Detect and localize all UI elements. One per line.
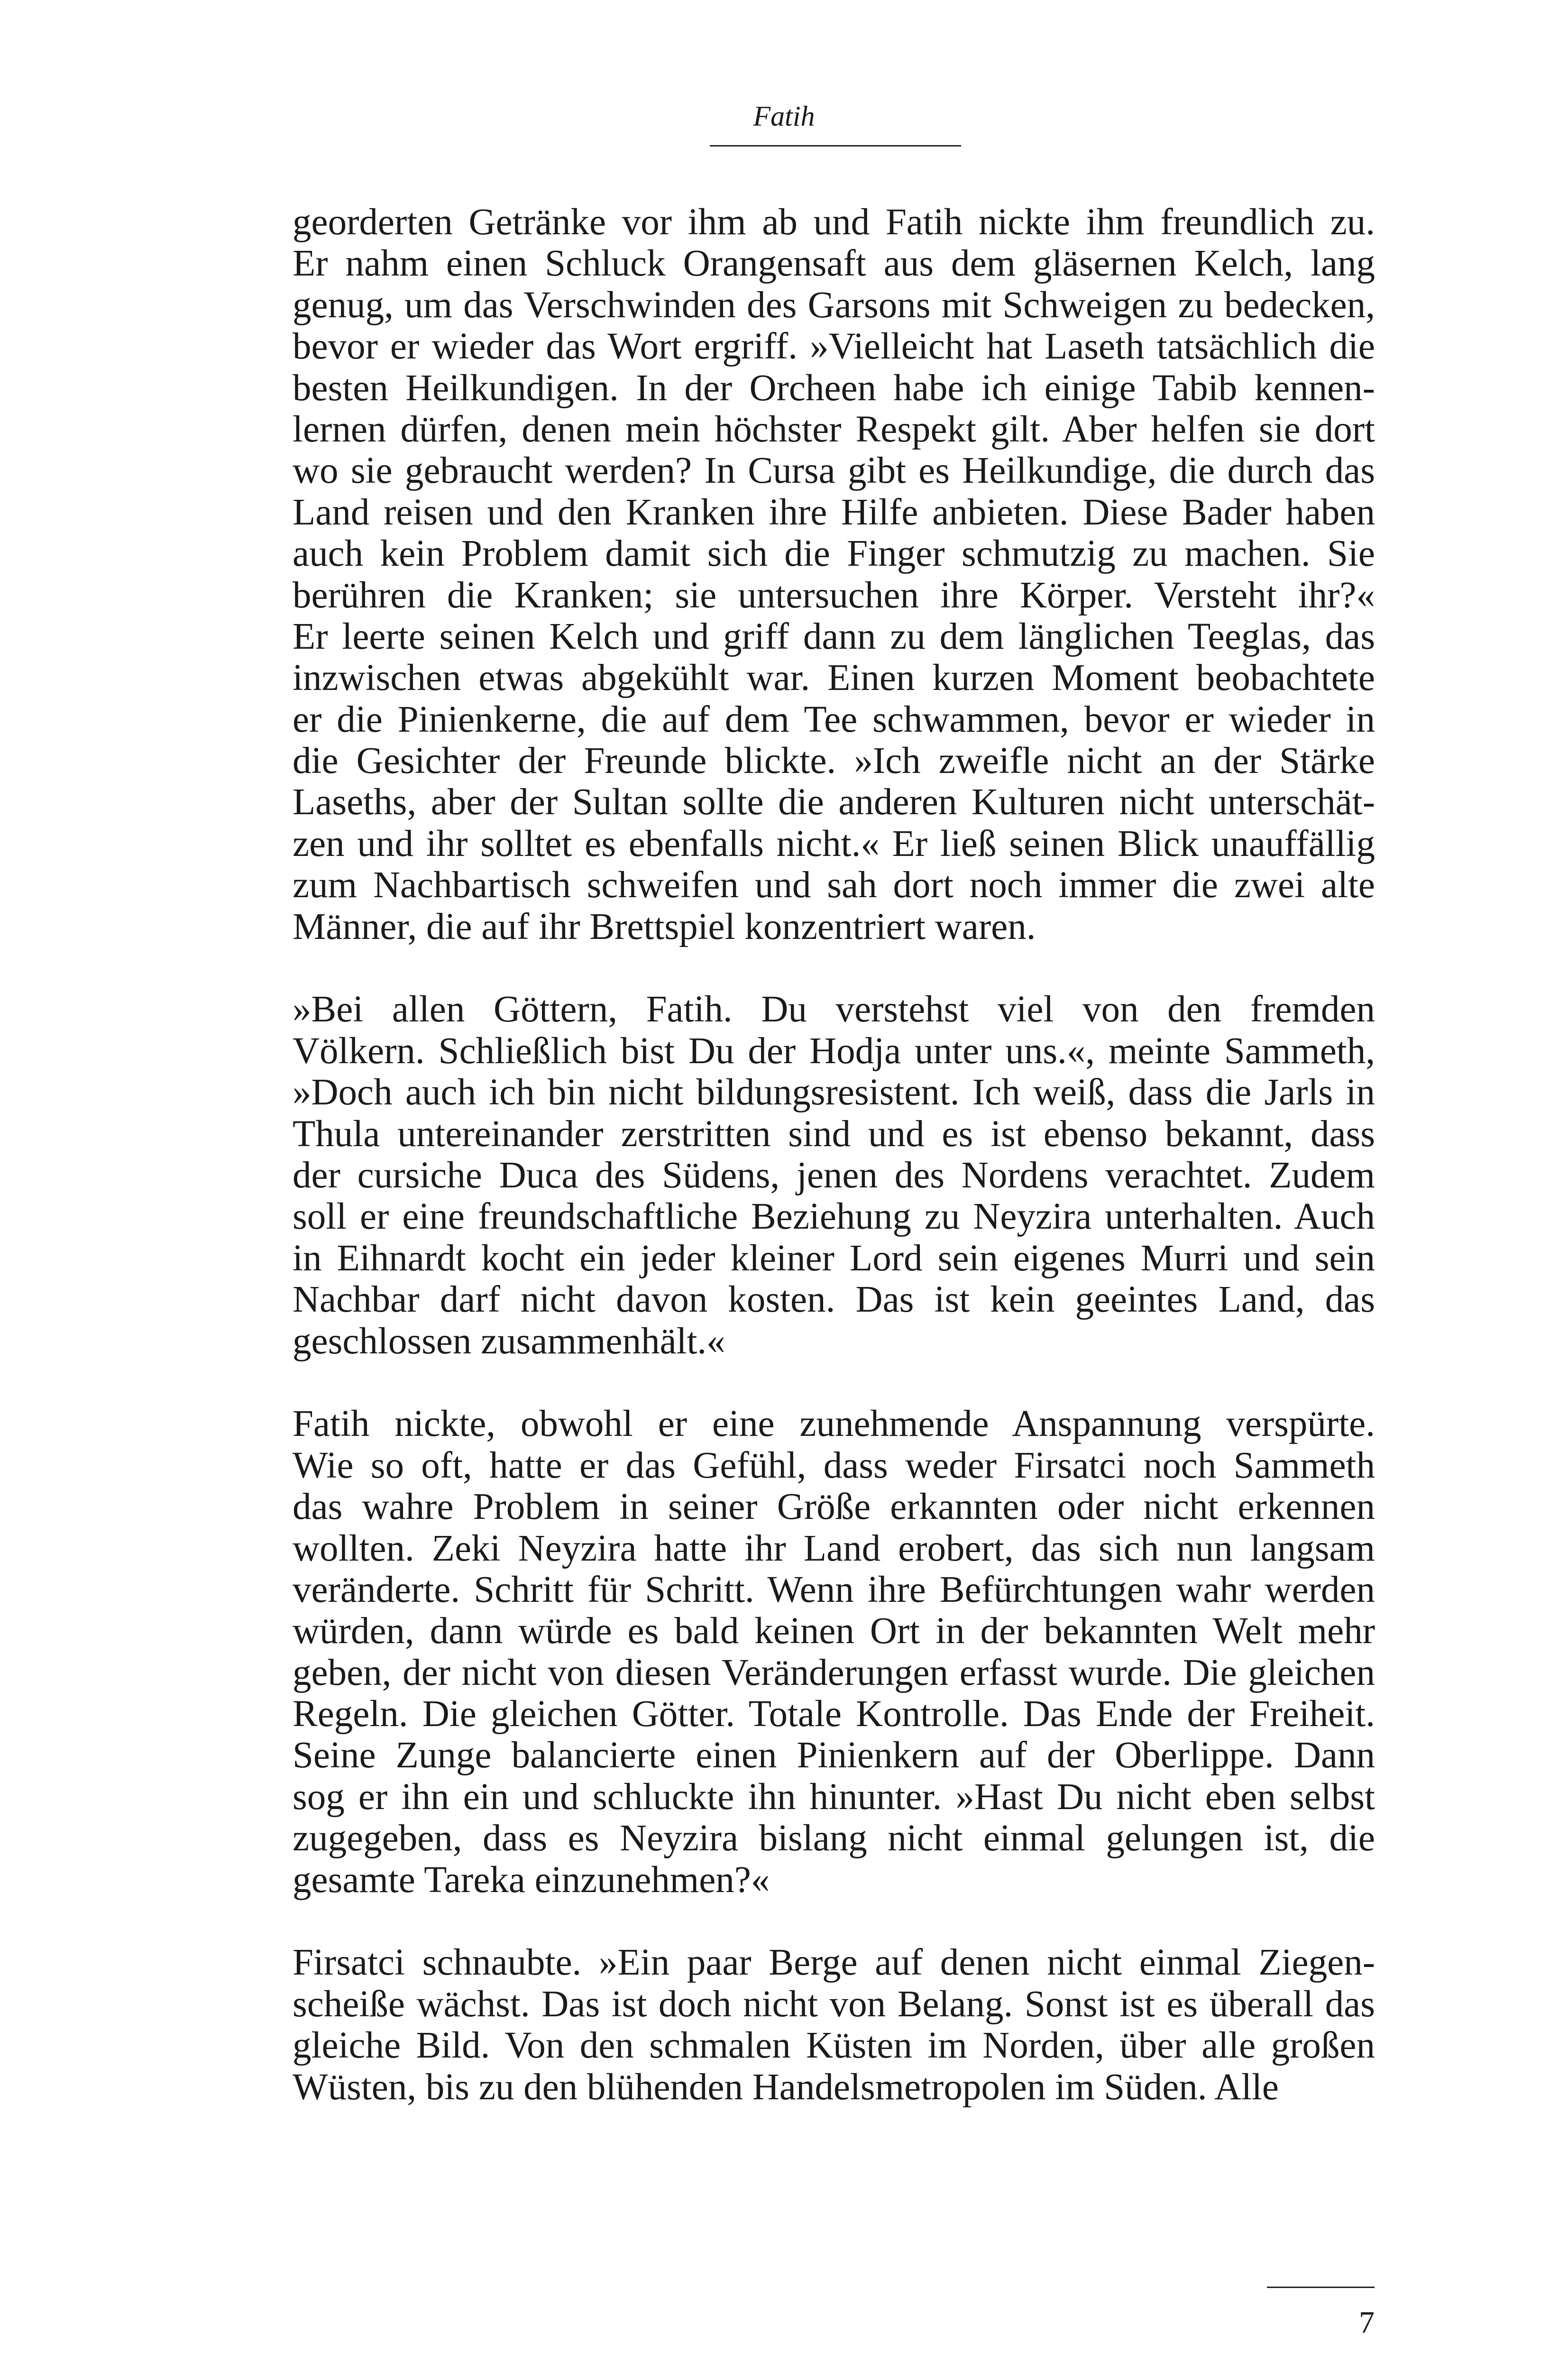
- text-line: »Doch auch ich bin nicht bildungsresistent. Ich weiß, dass die Jarls in: [293, 1072, 1375, 1113]
- page-number: 7: [1359, 2305, 1375, 2340]
- text-line: Männer, die auf ihr Brettspiel konzentriert waren.: [293, 906, 1036, 947]
- text-line: zum Nachbartisch schweifen und sah dort noch immer die zwei alte: [293, 864, 1375, 906]
- text-line: würden, dann würde es bald keinen Ort in der bekannten Welt mehr: [293, 1610, 1375, 1652]
- text-line: Völkern. Schließlich bist Du der Hodja unter uns.«, meinte Sammeth,: [293, 1030, 1375, 1072]
- text-line: zugegeben, dass es Neyzira bislang nicht einmal gelungen ist, die: [293, 1818, 1375, 1859]
- text-line: in Eihnardt kocht ein jeder kleiner Lord sein eigenes Murri und sein: [293, 1237, 1375, 1279]
- paragraph-gap: [293, 1901, 1375, 1942]
- text-line: der cursiche Duca des Südens, jenen des Nordens verachtet. Zudem: [293, 1154, 1375, 1196]
- text-line: Er leerte seinen Kelch und griff dann zu dem länglichen Teeglas, das: [293, 616, 1375, 657]
- text-line: Firsatci schnaubte. »Ein paar Berge auf denen nicht einmal Ziegen-: [293, 1942, 1375, 1984]
- text-line: wollten. Zeki Neyzira hatte ihr Land erobert, das sich nun langsam: [293, 1527, 1375, 1569]
- text-line: inzwischen etwas abgekühlt war. Einen kurzen Moment beobachtete: [293, 657, 1375, 699]
- text-line: die Gesichter der Freunde blickte. »Ich zweifle nicht an der Stärke: [293, 740, 1375, 782]
- paragraph: [293, 202, 1375, 947]
- text-line: Laseths, aber der Sultan sollte die anderen Kulturen nicht unterschät-: [293, 781, 1375, 823]
- paragraph: [293, 989, 1375, 1362]
- text-line: lernen dürfen, denen mein höchster Respekt gilt. Aber helfen sie dort: [293, 408, 1375, 450]
- text-line: genug, um das Verschwinden des Garsons mit Schweigen zu bedecken,: [293, 284, 1375, 326]
- text-line: georderten Getränke vor ihm ab und Fatih nickte ihm freundlich zu.: [293, 202, 1375, 243]
- text-line: Regeln. Die gleichen Götter. Totale Kontrolle. Das Ende der Freiheit.: [293, 1693, 1375, 1735]
- text-line: soll er eine freundschaftliche Beziehung zu Neyzira unterhalten. Auch: [293, 1196, 1375, 1238]
- text-line: wo sie gebraucht werden? In Cursa gibt es Heilkundige, die durch das: [293, 450, 1375, 492]
- text-line: besten Heilkundigen. In der Orcheen habe ich einige Tabib kennen-: [293, 367, 1375, 409]
- text-line: Wüsten, bis zu den blühenden Handelsmetropolen im Süden. Alle: [293, 2066, 1279, 2108]
- text-line: Thula untereinander zerstritten sind und es ist ebenso bekannt, dass: [293, 1113, 1375, 1155]
- text-line: geschlossen zusammenhält.«: [293, 1320, 725, 1362]
- text-line: berühren die Kranken; sie untersuchen ihre Körper. Versteht ihr?«: [293, 574, 1375, 616]
- text-line: Er nahm einen Schluck Orangensaft aus dem gläsernen Kelch, lang: [293, 243, 1375, 285]
- text-line: Fatih nickte, obwohl er eine zunehmende Anspannung verspürte.: [293, 1403, 1375, 1445]
- paragraph-gap: [293, 947, 1375, 989]
- text-line: das wahre Problem in seiner Größe erkannten oder nicht erkennen: [293, 1486, 1375, 1528]
- header-rule: [710, 145, 961, 147]
- text-line: »Bei allen Göttern, Fatih. Du verstehst viel von den fremden: [293, 989, 1375, 1030]
- text-line: auch kein Problem damit sich die Finger schmutzig zu machen. Sie: [293, 533, 1375, 575]
- body-text: [293, 202, 1375, 2108]
- paragraph: [293, 1942, 1375, 2108]
- text-line: gesamte Tareka einzunehmen?«: [293, 1859, 770, 1901]
- text-line: zen und ihr solltet es ebenfalls nicht.« Er ließ seinen Blick unauffällig: [293, 823, 1375, 864]
- footer-rule: [1267, 2287, 1375, 2288]
- text-line: veränderte. Schritt für Schritt. Wenn ihre Befürchtungen wahr werden: [293, 1569, 1375, 1610]
- text-line: bevor er wieder das Wort ergriff. »Vielleicht hat Laseth tatsächlich die: [293, 326, 1375, 368]
- text-line: scheiße wächst. Das ist doch nicht von Belang. Sonst ist es überall das: [293, 1983, 1375, 2025]
- text-line: geben, der nicht von diesen Veränderungen erfasst wurde. Die gleichen: [293, 1652, 1375, 1693]
- text-line: gleiche Bild. Von den schmalen Küsten im Norden, über alle großen: [293, 2025, 1375, 2067]
- paragraph: [293, 1403, 1375, 1901]
- text-line: sog er ihn ein und schluckte ihn hinunter. »Hast Du nicht eben selbst: [293, 1776, 1375, 1818]
- paragraph-gap: [293, 1362, 1375, 1403]
- text-line: Seine Zunge balancierte einen Pinienkern auf der Oberlippe. Dann: [293, 1735, 1375, 1776]
- running-head: Fatih: [753, 101, 815, 132]
- text-line: er die Pinienkerne, die auf dem Tee schwammen, bevor er wieder in: [293, 698, 1375, 740]
- text-line: Wie so oft, hatte er das Gefühl, dass weder Firsatci noch Sammeth: [293, 1444, 1375, 1486]
- text-line: Land reisen und den Kranken ihre Hilfe anbieten. Diese Bader haben: [293, 491, 1375, 533]
- text-line: Nachbar darf nicht davon kosten. Das ist kein geeintes Land, das: [293, 1279, 1375, 1321]
